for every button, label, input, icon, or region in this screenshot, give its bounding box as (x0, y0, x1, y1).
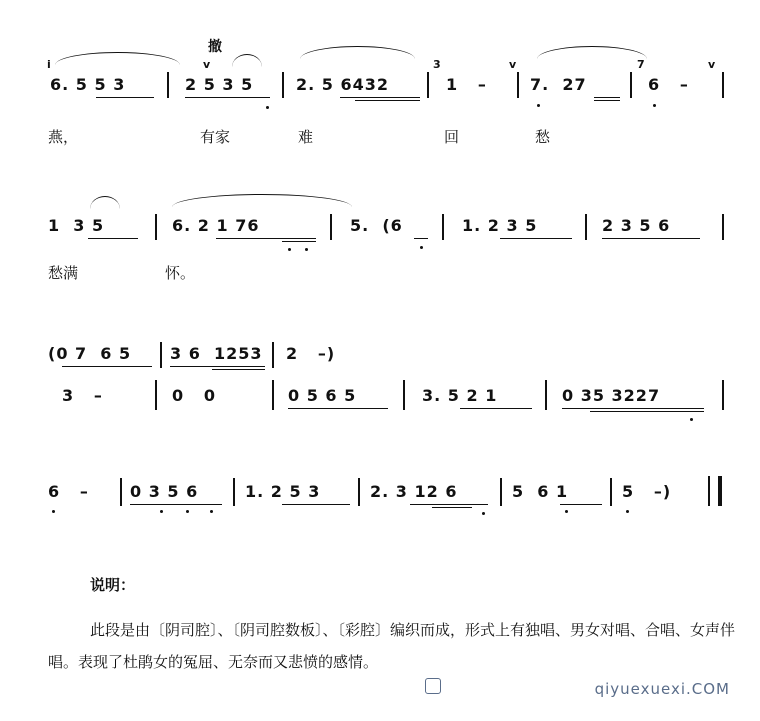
beam (340, 97, 420, 98)
measure: 1. 2 5 3 (245, 482, 321, 501)
beam (288, 408, 388, 409)
octave-dot (690, 418, 693, 421)
beam (410, 504, 488, 505)
slur (172, 194, 352, 207)
beam (414, 238, 428, 239)
instrumental-measure: (0 7 6 5 (48, 344, 132, 363)
beam (500, 238, 572, 239)
barline (233, 478, 235, 506)
octave-dot (482, 512, 485, 515)
lyric: 回 (444, 128, 460, 146)
measure: 0 5 6 5 (288, 386, 357, 405)
beam (460, 408, 532, 409)
barline (272, 380, 274, 410)
measure: 5 –) (622, 482, 672, 501)
measure: 0 3 5 6 (130, 482, 199, 501)
beam (560, 504, 602, 505)
breath-mark: v (509, 58, 517, 71)
measure: 3 – (62, 386, 103, 405)
measure: 2 3 5 6 (602, 216, 671, 235)
breath-mark: v (708, 58, 716, 71)
barline (155, 380, 157, 410)
instrumental-measure: 2 –) (286, 344, 336, 363)
lyric: 燕， (48, 128, 79, 146)
note-text: 此段是由〔阴司腔〕、〔阴司腔数板〕、〔彩腔〕编织而成，形式上有独唱、男女对唱、合唱、女声伴唱。表现了杜鹃女的冤屈、无奈而又悲愤的感情。 (48, 621, 736, 671)
octave-dot (160, 510, 163, 513)
barline (427, 72, 429, 98)
barline (722, 72, 724, 98)
octave-dot (288, 248, 291, 251)
beam (62, 366, 152, 367)
measure: 1. 2 3 5 (462, 216, 538, 235)
slur (300, 46, 415, 59)
measure: 6. 2 1 76 (172, 216, 260, 235)
measure: 6 – (648, 75, 689, 94)
octave-dot (565, 510, 568, 513)
beam (562, 408, 704, 409)
measure: 0 35 3227 (562, 386, 661, 405)
barline (545, 380, 547, 410)
barline (403, 380, 405, 410)
measure: 6. 5 5 3 (50, 75, 126, 94)
beam (212, 369, 265, 370)
slur (55, 52, 180, 65)
octave-dot (52, 510, 55, 513)
barline (358, 478, 360, 506)
beam (170, 366, 265, 367)
note-title: 说明： (90, 576, 136, 594)
beam (282, 504, 350, 505)
beam (130, 504, 222, 505)
barline (120, 478, 122, 506)
measure: 2 5 3 5 (185, 75, 254, 94)
beam (432, 507, 472, 508)
lyric: 怀。 (165, 264, 196, 282)
octave-dot (537, 104, 540, 107)
slur (232, 54, 262, 67)
barline (585, 214, 587, 240)
octave-dot (305, 248, 308, 251)
grace-note: i (47, 58, 51, 71)
barline (442, 214, 444, 240)
ornament-mark: 撤 (208, 39, 222, 55)
lyric: 有家 (200, 128, 231, 146)
octave-dot (266, 106, 269, 109)
beam (602, 238, 700, 239)
breath-mark: v (203, 58, 211, 71)
barline (722, 380, 724, 410)
barline (282, 72, 284, 98)
measure: 2. 3 12 6 (370, 482, 458, 501)
beam (594, 100, 620, 101)
slur (537, 46, 647, 59)
beam (590, 411, 704, 412)
measure: 5. (6 (350, 216, 403, 235)
barline (330, 214, 332, 240)
watermark: qiyuexuexi.COM (594, 680, 730, 698)
final-barline (708, 476, 722, 506)
measure: 7. 27 (530, 75, 587, 94)
barline (500, 478, 502, 506)
beam (88, 238, 138, 239)
measure: 6 – (48, 482, 89, 501)
octave-dot (653, 104, 656, 107)
measure: 3. 5 2 1 (422, 386, 498, 405)
measure: 5 6 1 (512, 482, 569, 501)
barline (722, 214, 724, 240)
barline (155, 214, 157, 240)
barline (517, 72, 519, 98)
lyric: 难 (298, 128, 314, 146)
slur (90, 196, 120, 209)
barline (630, 72, 632, 98)
octave-dot (626, 510, 629, 513)
instrumental-measure: 3 6 1253 (170, 344, 263, 363)
beam (282, 241, 316, 242)
grace-note: 7 (637, 58, 645, 71)
measure: 1 3 5 (48, 216, 105, 235)
octave-dot (420, 246, 423, 249)
octave-dot (210, 510, 213, 513)
octave-dot (186, 510, 189, 513)
barline (272, 342, 274, 368)
beam (96, 97, 154, 98)
measure: 0 0 (172, 386, 216, 405)
barline (610, 478, 612, 506)
lyric: 愁满 (48, 264, 79, 282)
barline (160, 342, 162, 368)
measure: 2. 5 6432 (296, 75, 390, 94)
beam (594, 97, 620, 98)
measure: 1 – (446, 75, 487, 94)
beam (216, 238, 316, 239)
lyric: 愁 (535, 128, 551, 146)
watermark-logo-icon (425, 678, 441, 694)
grace-note: 3 (433, 58, 441, 71)
barline (167, 72, 169, 98)
beam (185, 97, 270, 98)
beam (355, 100, 420, 101)
